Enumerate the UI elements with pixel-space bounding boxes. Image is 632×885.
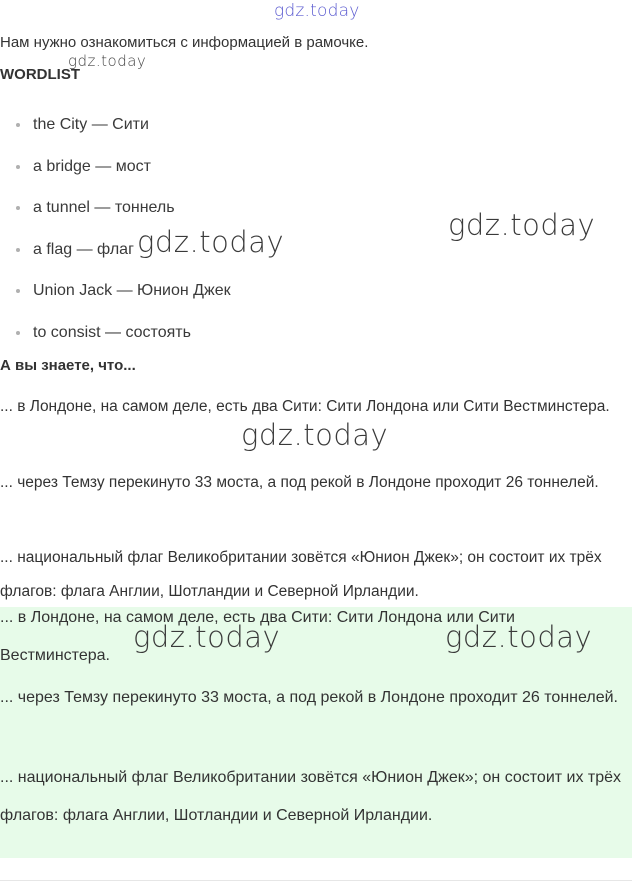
watermark: gdz.today	[445, 620, 593, 654]
wordlist-item: a tunnel — тоннель	[0, 187, 231, 229]
watermark: gdz.today	[133, 620, 281, 654]
bullet-icon	[16, 289, 20, 293]
fact-paragraph: ... национальный флаг Великобритании зовётся «Юнион Джек»; он состоит их трёх флагов: флага Англии, Шотландии и Северной Ирландии.	[0, 549, 602, 600]
answer-paragraph: ... через Темзу перекинуто 33 моста, а под рекой в Лондоне проходит 26 тоннелей.	[0, 689, 618, 706]
bullet-icon	[16, 123, 20, 127]
intro-text: Нам нужно ознакомиться с информацией в рамочке.	[0, 34, 369, 51]
answer-paragraph: ... национальный флаг Великобритании зовётся «Юнион Джек»; он состоит их трёх флагов: флага Англии, Шотландии и Северной Ирландии.	[0, 769, 622, 824]
did-you-know-heading: А вы знаете, что...	[0, 357, 136, 374]
wordlist-heading: WORDLIST	[0, 66, 80, 83]
watermark: gdz.today	[448, 208, 596, 242]
fact-paragraph: ... через Темзу перекинуто 33 моста, а под рекой в Лондоне проходит 26 тоннелей.	[0, 474, 599, 491]
bullet-icon	[16, 206, 20, 210]
bullet-icon	[16, 248, 20, 252]
divider	[0, 880, 632, 881]
bullet-icon	[16, 331, 20, 335]
watermark-top: gdz.today	[274, 1, 360, 21]
wordlist-item: the City — Сити	[0, 104, 231, 146]
answer-paragraph: ... в Лондоне, на самом деле, есть два Сити: Сити Лондона или Сити Вестминстера.	[0, 609, 515, 664]
bullet-icon	[16, 165, 20, 169]
wordlist-item: a flag — флаг	[0, 229, 231, 271]
watermark: gdz.today	[241, 418, 389, 452]
fact-paragraph: ... в Лондоне, на самом деле, есть два Сити: Сити Лондона или Сити Вестминстера.	[0, 398, 610, 415]
wordlist-item: to consist — состоять	[0, 312, 231, 354]
watermark-small: gdz.today	[68, 52, 147, 70]
wordlist-item: Union Jack — Юнион Джек	[0, 270, 231, 312]
wordlist-item: a bridge — мост	[0, 146, 231, 188]
watermark: gdz.today	[137, 225, 285, 259]
